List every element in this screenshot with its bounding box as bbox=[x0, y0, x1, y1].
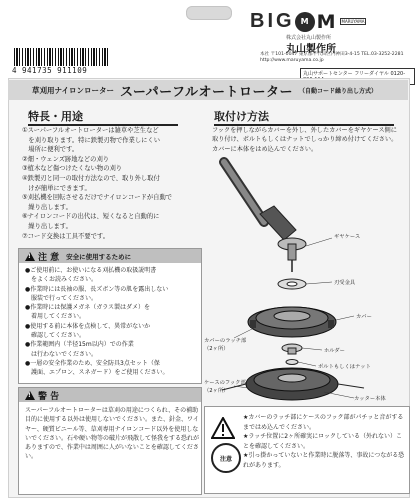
caution-line: ●作業時には保護メガネ（ガラス製はダメ）を bbox=[25, 304, 151, 312]
label-cover-latch: カバーのラッチ部 （2ヶ所） bbox=[204, 338, 247, 352]
brand-logo bbox=[250, 10, 366, 33]
warning-box bbox=[18, 387, 202, 495]
feature-line: ④鉄製刃と同一の取付方法なので、取り外し取付 bbox=[22, 174, 160, 182]
label-receiver: 刃受金具 bbox=[334, 280, 356, 286]
caution-line: 確認してください。 bbox=[25, 332, 86, 340]
caution-line: ●ご使用前に、お使いになる刈払機の取扱説明書 bbox=[25, 267, 157, 274]
product-title: スーパーフルオートローター bbox=[119, 84, 294, 100]
caution-line: 服装で行ってください。 bbox=[25, 294, 98, 302]
barcode-number: 4 941735 911109 bbox=[12, 66, 88, 75]
caution-line: 着用してください。 bbox=[25, 313, 86, 321]
title-bar bbox=[8, 80, 408, 100]
caution-line: ●作業時には長袖の服、長ズボン等の肌を露出しない bbox=[25, 285, 169, 293]
notice-item: ★カバーのラッチ部にケースのフック部がパチッと音がするまではめ込んでください。 bbox=[243, 414, 404, 431]
logo-letter-g: G bbox=[276, 10, 293, 32]
caution-stamp: 注意 bbox=[211, 443, 241, 473]
assembly-diagram-svg bbox=[204, 152, 408, 407]
features-list bbox=[22, 126, 198, 241]
maker-line: 株式会社丸山製作所 bbox=[286, 35, 332, 41]
trimmer-shaft-illustration bbox=[224, 162, 296, 240]
feature-line: 繰り出します。 bbox=[22, 222, 72, 230]
feature-line: を刈り取ります。特に鉄製刃物で作業しにくい bbox=[22, 136, 161, 144]
logo-badge-icon: M bbox=[295, 12, 315, 32]
feature-line: ③植木など傷つけたくない物の刈り bbox=[22, 165, 123, 173]
bolt-part bbox=[286, 360, 298, 365]
gear-case-part bbox=[278, 238, 306, 272]
caution-line: ●一層の安全作業のため、安全防具3点セット（保 bbox=[25, 359, 160, 367]
feature-line: ⑤刈払機を回転させるだけでナイロンコードが自動で bbox=[22, 194, 173, 202]
notice-box bbox=[204, 406, 410, 494]
caution-title: 注 意 bbox=[38, 252, 60, 263]
warning-header bbox=[19, 388, 201, 402]
label-cover: カバー bbox=[356, 314, 372, 320]
holder-part bbox=[282, 344, 302, 354]
label-bolt-nut: ボルトもしくはナット bbox=[318, 364, 371, 370]
feature-line: けが簡単にできます。 bbox=[22, 184, 91, 192]
label-hook: ケースのフック部 （2ヶ所） bbox=[204, 380, 246, 394]
caution-line: は行わないでください。 bbox=[25, 350, 98, 358]
feature-line: ②畑・ウェンズ跡地などの刈り bbox=[22, 155, 110, 163]
logo-letter-b: B bbox=[250, 10, 266, 32]
install-text: フックを押しながらカバーを外し、外したカバーをギヤケース側に取り付け、ボルトもしくはナットでしっかり締め付けてください。カバーに本体をはめ込んでください。 bbox=[212, 127, 398, 153]
caution-line: ●作業範囲内（半径15m以内）での作業 bbox=[25, 341, 134, 349]
feature-line: ⑦コード交換は工具不要です。 bbox=[22, 232, 110, 240]
caution-list bbox=[25, 266, 199, 378]
label-cutter-body: カッター本体 bbox=[354, 396, 386, 402]
assembly-diagram bbox=[204, 152, 408, 407]
caution-box bbox=[18, 248, 202, 384]
caution-line: 護面、エプロン、スネガード）をご使用ください。 bbox=[25, 369, 169, 377]
warning-title: 警 告 bbox=[38, 391, 60, 402]
install-heading: 取付け方法 bbox=[214, 108, 394, 126]
caution-header bbox=[19, 249, 201, 263]
logo-m: M bbox=[316, 10, 336, 33]
feature-line: ⑥ナイロンコードの出代は、短くなると自動的に bbox=[22, 213, 160, 221]
caution-line: ●使用する前に本体を点検して、異常がないか bbox=[25, 322, 151, 330]
support-phone: 丸山サポートセンター フリーダイヤル 0120- bbox=[300, 68, 415, 85]
caution-subtitle: 安全に使用するために bbox=[66, 252, 132, 261]
label-gear-case: ギヤケース bbox=[334, 234, 361, 240]
notice-item: ★引っ掛かっていないと作業時に脱落等、事故につながる恐れがあります。 bbox=[243, 452, 405, 469]
hang-hole bbox=[186, 6, 232, 20]
warning-text: スーパーフルオートローターは草刈の用途につくられ、その補助目的に使用する以外は使用しないでください。また、針金、ワイヤー、硬質ビニール等、草刈専用ナイロンコード以外を使用しないでください。石や硬い物等の破片が飛散して怪我をする恐れがありますので、作業中は周囲に人がいないことを確認してください。 bbox=[25, 407, 200, 461]
logo-tag: MARUYAMA bbox=[341, 19, 365, 24]
label-holder: ホルダー bbox=[324, 348, 345, 354]
logo-letter-i: I bbox=[267, 10, 275, 32]
receiver-washer-part bbox=[278, 279, 306, 289]
feature-line: ①スーパーフルオートローターは雑草や芝生など bbox=[22, 127, 159, 134]
features-heading: 特長・用途 bbox=[28, 108, 178, 126]
product-category: 草刈用ナイロンローター bbox=[32, 85, 114, 95]
caution-line: をよくお読みください。 bbox=[25, 276, 98, 284]
warning-triangle-icon bbox=[211, 417, 235, 439]
warning-triangle-icon bbox=[25, 252, 35, 261]
feature-line: 繰り出します。 bbox=[22, 203, 72, 211]
notice-list bbox=[243, 413, 405, 471]
notice-item: ★ラッチ位置に2ヶ所確実にロックしている（外れない）ことを確認してください。 bbox=[243, 433, 402, 450]
maker-name: 丸山製作所 bbox=[286, 44, 336, 55]
cover-part bbox=[248, 307, 336, 337]
feature-line: 場所に便利です。 bbox=[22, 146, 79, 154]
warning-triangle-icon bbox=[25, 391, 35, 400]
product-note: （自動コード繰り出し方式） bbox=[299, 87, 378, 95]
maker-address: 本社 〒101-0047 東京都千代田区内神田3-4-15 TEL.03-3252-2281 http://www.maruyama.co.jp bbox=[260, 52, 404, 63]
barcode bbox=[14, 48, 109, 66]
